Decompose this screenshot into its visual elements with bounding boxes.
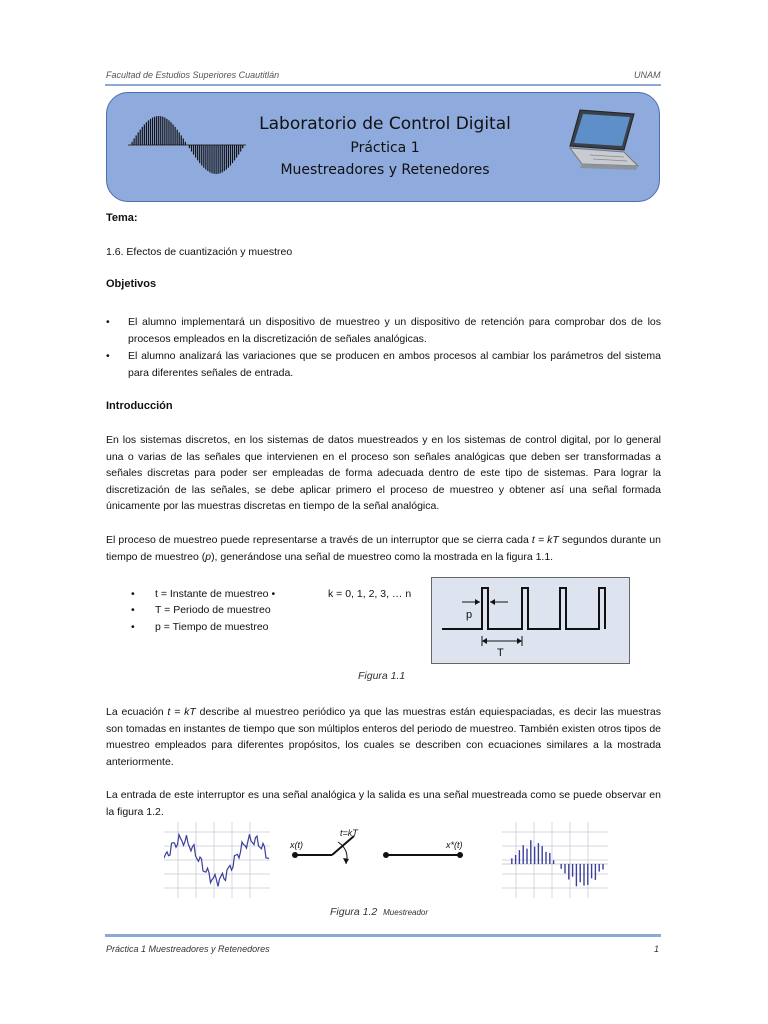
tema-text: 1.6. Efectos de cuantización y muestreo — [106, 246, 293, 258]
footer-rule — [105, 934, 661, 937]
intro-paragraph-2: El proceso de muestreo puede representarse a través de un interruptor que se cierra cada t = kT segundos durante un tiempo de muestreo (p), generándose una señal de muestreo como la mostrada en la figura 1.1. — [106, 534, 661, 563]
fig1-T-label: T — [497, 647, 504, 659]
laptop-icon — [560, 104, 642, 180]
analog-signal-plot — [164, 822, 270, 898]
header-rule — [105, 84, 661, 86]
intro-paragraph-3: La ecuación t = kT describe al muestreo periódico ya que las muestras están equiespaciadas, es decir las muestras son tomadas en instantes de tiempo que son múltiplos enteros del periodo de muestreo. También existen otros tipos de muestreo empleados para diferentes propósitos, los cuales se describen con ecuaciones similares a la mostrada anteriormente. — [106, 706, 661, 768]
bullet-dot: • — [131, 604, 135, 616]
fig2-switch-label: t=kT — [340, 828, 358, 838]
page-number: 1 — [654, 944, 660, 954]
fig1-p-label: p — [466, 609, 473, 621]
banner-subtitle: Práctica 1 — [350, 140, 420, 156]
fig2-input-label: x(t) — [290, 840, 303, 850]
bullet-dot: • — [131, 621, 135, 633]
banner-title: Laboratorio de Control Digital — [259, 114, 511, 134]
bullet-dot: • — [131, 588, 135, 600]
objetivo-item: El alumno implementará un dispositivo de muestreo y un dispositivo de retención para comprobar dos de los procesos empleados en la discretización de señales analógicas. — [128, 316, 661, 345]
objetivos-label: Objetivos — [106, 278, 157, 290]
intro-paragraph-4: La entrada de este interruptor es una señal analógica y la salida es una señal muestreada como se puede observar en la figura 1.2. — [106, 789, 661, 818]
figure-1-1-caption: Figura 1.1 — [358, 670, 406, 682]
tema-label: Tema: — [106, 212, 138, 224]
def-T: T = Periodo de muestreo — [155, 604, 271, 616]
sampler-switch-diagram — [290, 830, 470, 870]
intro-paragraph-1: En los sistemas discretos, en los sistemas de datos muestreados y en los sistemas de control digital, por lo general una o varias de las señales que intervienen en el proceso son señales analógicas que deben ser transformadas a señales discretas para poder ser empleadas de forma adecuada dentro de este tipo de sistemas. Para lograr la discretización de las señales, se debe aplicar primero el proceso de muestreo y obtener así una señal formada únicamente por las muestras discretas en tiempo de la señal analógica. — [106, 434, 661, 512]
footer-title: Práctica 1 Muestreadores y Retenedores — [106, 944, 270, 954]
fig2-output-label: x*(t) — [446, 840, 463, 850]
figure-1-2-caption: Figura 1.2 Muestreador — [330, 906, 429, 918]
k-values: k = 0, 1, 2, 3, … n — [328, 588, 412, 600]
def-t: t = Instante de muestreo • — [155, 588, 276, 600]
figure-1-1-pulse-train — [431, 577, 630, 664]
introduccion-label: Introducción — [106, 400, 173, 412]
def-p: p = Tiempo de muestreo — [155, 621, 269, 633]
banner-subtitle2: Muestreadores y Retenedores — [280, 162, 490, 178]
bullet-dot: • — [106, 316, 110, 328]
objetivo-item: El alumno analizará las variaciones que se producen en ambos procesos al cambiar los parámetros del sistema para diferentes señales de entrada. — [128, 350, 661, 379]
bullet-dot: • — [106, 350, 110, 362]
header-institution: Facultad de Estudios Superiores Cuautitlán — [106, 70, 280, 80]
header-unam: UNAM — [634, 70, 661, 80]
sampled-signal-plot — [502, 822, 608, 898]
